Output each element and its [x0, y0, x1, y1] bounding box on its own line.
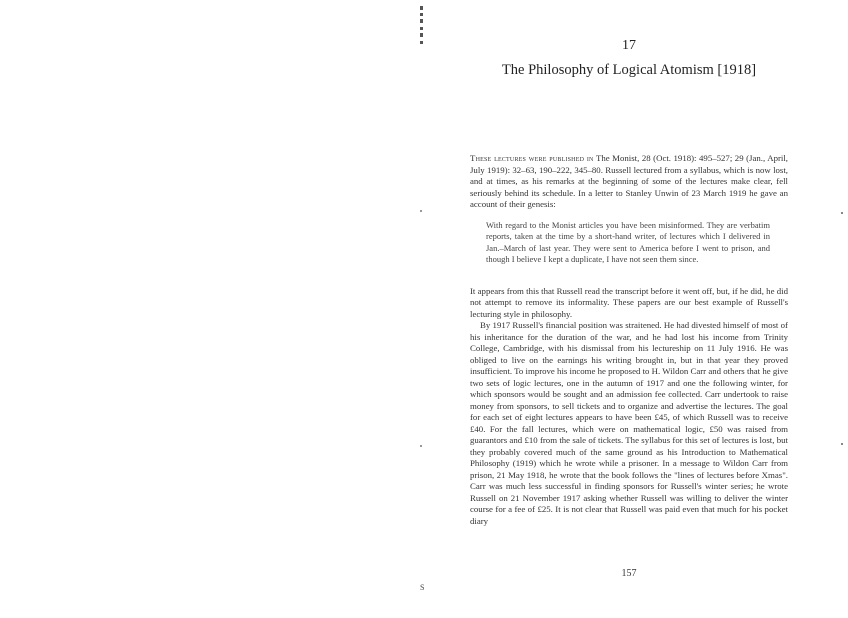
intro-lead: These lectures were published in [470, 153, 594, 163]
left-footer-mark: S [420, 583, 425, 592]
block-quote: With regard to the Monist articles you have been misinformed. They are verbatim reports, taken at the time by a short-hand writer, of lectures which I delivered in Jan.–March of last year. They were sent to America before I went to prison, and though I believe I kept a duplicate, I have not seen them since. [486, 219, 770, 264]
gutter-marks [418, 0, 432, 618]
chapter-number: 17 [622, 38, 636, 53]
intro-paragraph [470, 153, 788, 211]
book-page [470, 0, 788, 618]
intro-rest: The Monist, 28 (Oct. 1918): 495–527; 29 (Jan., April, July 1919): 32–63, 190–222, 345–80. Russell lectured from a syllabus, which is now lost, and at times, as his remarks at the beginning of some of the lectures make clear, fell seriously behind its schedule. In a letter to Stanley Unwin of 23 March 1919 he gave an account of their genesis: [470, 153, 788, 209]
body-text [470, 153, 788, 527]
paragraph-3: By 1917 Russell's financial position was straitened. He had divested himself of most of his inheritance for the duration of the war, and he had lost his income from Trinity College, Cambridge, with his dismissal from his lectureship on 11 July 1916. He was obliged to live on the earnings his writing brought in, but in that year they proved insufficient. To improve his income he proposed to H. Wildon Carr and others that he give two sets of logic lectures, one in the autumn of 1917 and one the following winter, for which sponsors would be sought and an admission fee collected. Carr undertook to raise money from sponsors, to sell tickets and to organize and advertise the lectures. The goal for each set of eight lectures appears to have been £45, of which Russell was to receive £40. For the fall lectures, which were on mathematical logic, £50 was raised from guarantors and £10 from the sale of tickets. The syllabus for this set of lectures is lost, but they probably covered much of the same ground as his Introduction to Mathematical Philosophy (1919) which he wrote while a prisoner. In a message to Wildon Carr from prison, 21 May 1918, he wrote that the book follows the "lines of lectures before Xmas". Carr was much less successful in finding sponsors for Russell's winter series; he wrote Russell on 21 November 1917 asking whether Russell was willing to deliver the winter course for a fee of £25. It is not clear that Russell was paid even that much for his pocket diary [470, 320, 788, 526]
page-number: 157 [621, 568, 637, 579]
chapter-title: The Philosophy of Logical Atomism [1918] [501, 62, 757, 78]
right-margin-marks [840, 0, 848, 618]
paragraph-2: It appears from this that Russell read the transcript before it went off, but, if he did, he did not attempt to remove its informality. These papers are our best example of Russell's lecturing style in philosophy. [470, 285, 788, 319]
